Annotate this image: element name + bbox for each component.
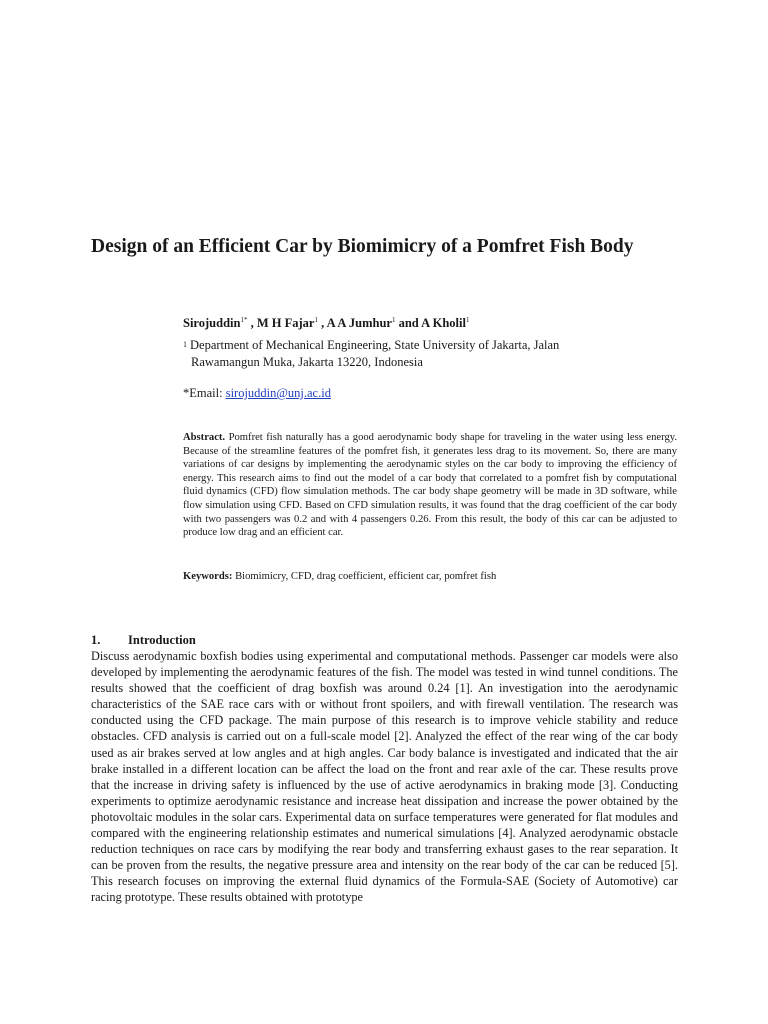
author-separator: ,	[247, 316, 257, 331]
section-title: Introduction	[128, 633, 196, 647]
keywords-text: Biomimicry, CFD, drag coefficient, efficient car, pomfret fish	[232, 571, 497, 582]
author-separator: and	[395, 316, 422, 331]
keywords	[183, 571, 677, 582]
abstract	[183, 431, 677, 540]
abstract-text: Pomfret fish naturally has a good aerodynamic body shape for traveling in the water using less energy. Because of the streamline features of the pomfret fish, it generates less drag to its movement. So, there are many variations of car designs by implementing the aerodynamic styles on the car body to improving the efficiency of energy. This research aims to find out the model of a car body that correlated to a pomfret fish by computational fluid dynamics (CFD) flow simulation methods. The car body shape geometry will be made in 3D software, while flow simulation using CFD. Based on CFD simulation results, it was found that the drag coefficient of the car body with two passengers was 0.2 and with 4 passengers 0.26. From this result, the body of this car can be adjusted to produce low drag and an efficient car.	[183, 432, 677, 539]
author-mark: 1*	[240, 316, 248, 324]
section-heading-introduction	[91, 633, 196, 648]
email-link[interactable]: sirojuddin@unj.ac.id	[225, 386, 331, 400]
author-name: Sirojuddin	[183, 316, 241, 331]
author-name: M H Fajar	[256, 316, 315, 331]
paper-title: Design of an Efficient Car by Biomimicry of a Pomfret Fish Body	[91, 236, 634, 257]
author-mark: 1	[465, 316, 470, 324]
introduction-paragraph: Discuss aerodynamic boxfish bodies using experimental and computational methods. Passenger car models were also developed by implementing the aerodynamic features of the fish. The model was tested in wind tunnel conditions. The results showed that the coefficient of drag boxfish was around 0.24 [1]. An investigation into the aerodynamic characteristics of the SAE race cars with or without front spoilers, and with firewall ventilation. The research was conducted using the CFD package. The main purpose of this research is to improve vehicle stability and reduce obstacles. CFD analysis is carried out on a full-scale model [2]. Analyzed the effect of the rear wing of the car body used as air brakes served at low angles and at high angles. Car body balance is investigated and indicated that the air brake installed in a different location can be affect the load on the front and rear axle of the car. These results prove that the increase in driving safety is influenced by the use of active aerodynamics in braking mode [3]. Conducting experiments to optimize aerodynamic resistance and increase heat dissipation and increase the power obtained by the photovoltaic modules in the solar cars. Experimental data on surface temperatures were generated for flat modules and compared with the engineering relationship estimates and numerical simulations [4]. Analyzed aerodynamic obstacle reduction techniques on race cars by modifying the rear body and transferring exhaust gases to the rear separation. It can be proven from the results, the negative pressure area and intensity on the rear body of the car can be reduced [5]. This research focuses on improving the external fluid dynamics of the Formula-SAE (Society of Automotive) car racing prototype. These results obtained with prototype	[91, 649, 678, 905]
abstract-label: Abstract.	[183, 432, 226, 443]
email-label: *Email:	[183, 386, 226, 400]
author-name: A Kholil	[421, 316, 466, 331]
keywords-label: Keywords:	[183, 571, 233, 582]
contact-email	[183, 386, 331, 401]
author-mark: 1	[391, 316, 396, 324]
affiliation-line-2: Rawamangun Muka, Jakarta 13220, Indonesia	[191, 355, 423, 369]
affiliation	[183, 337, 643, 371]
author-list	[183, 316, 469, 331]
author-separator: ,	[317, 316, 327, 331]
affiliation-mark: 1	[183, 340, 187, 349]
section-number: 1.	[91, 633, 101, 647]
author-mark: 1	[314, 316, 318, 324]
affiliation-line-1: Department of Mechanical Engineering, State University of Jakarta, Jalan	[190, 338, 560, 352]
author-name: A A Jumhur	[326, 316, 392, 331]
